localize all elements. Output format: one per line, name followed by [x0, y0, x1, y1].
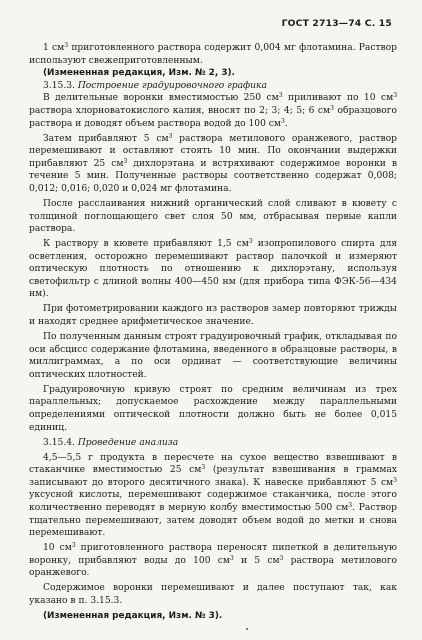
superscript: 3: [281, 117, 285, 125]
section-title: Проведение анализа: [77, 437, 179, 448]
text-run: . Раствор тщательно перемешивают, затем доводят объем водой до метки и снова перемешивают.: [29, 502, 397, 539]
paragraph-sample-weighing: [29, 452, 397, 540]
text-run: Градуировочную кривую строят по средним величинам из трех параллельных; допускаемое расхождение между параллельными определениями оптической плотности должно быть не более 0,015 единиц.: [29, 384, 397, 433]
paragraph-funnel-contents: [29, 582, 397, 607]
edition-note-2: [29, 610, 397, 623]
text-run: 10 см: [43, 543, 72, 554]
text-run: 1 см: [43, 43, 65, 53]
paragraph-methyl-orange: [29, 133, 397, 196]
text-run: раствора хлорноватокислого калия, вносят по 2; 3; 4; 5; 6 см: [29, 105, 331, 116]
text-run: (результат взвешивания в граммах записывают до второго десятичного знака). К навеске прибавляют 5 см: [29, 465, 398, 488]
superscript: 3: [248, 238, 253, 246]
superscript: 3: [279, 554, 284, 562]
superscript: 3: [348, 501, 353, 509]
superscript: 3: [201, 464, 206, 472]
edition-note-1: [29, 67, 397, 80]
text-run: Затем прибавляют 5 см: [43, 133, 169, 144]
text-run: приготовленного раствора переносят пипеткой в делительную воронку, прибавляют воды до 100 см: [29, 543, 397, 566]
superscript: 3: [278, 92, 283, 100]
text-run: приливают по 10 см: [282, 93, 394, 104]
superscript: 3: [393, 92, 398, 100]
paragraph-pipette-transfer: [29, 542, 397, 580]
text-run: и 5 см: [233, 555, 280, 566]
text-run: К раствору в кювете прибавляют 1,5 см: [43, 239, 249, 250]
paragraph-layer-separation: [29, 198, 397, 236]
edition-note-text: (Измененная редакция, Изм. № 2, 3).: [43, 68, 235, 79]
section-heading-3-15-4: [29, 437, 397, 450]
paragraph-cuvette: [29, 238, 397, 301]
text-run: После расслаивания нижний органический слой сливают в кювету с толщиной поглощающего свет слоя 50 мм, отбрасывая первые капли раствора.: [29, 198, 397, 235]
section-number: 3.15.4.: [43, 437, 78, 448]
edition-note-text: (Измененная редакция, Изм. № 3).: [43, 610, 223, 621]
text-run: раствора метилового оранжевого, раствор перемешивают и оставляют стоять 10 мин. По окончании выдержки прибавляют 25 см: [29, 133, 397, 169]
text-run: По полученным данным строят градуировочный график, откладывая по оси абсцисс содержание флотамина, введенного в образцовые растворы, в миллиграммах, а по оси ординат — соответствующие величины оптических плотностей.: [29, 332, 397, 380]
section-heading-3-15-3: [29, 80, 397, 93]
paragraph-photometry: [29, 303, 397, 328]
text-run: Содержимое воронки перемешивают и далее поступают так, как указано в п. 3.15.3.: [29, 583, 397, 606]
superscript: 3: [393, 476, 397, 484]
print-speck: [246, 628, 248, 630]
text-run: образцового раствора и доводят объем раствора водой до 100 см: [29, 105, 397, 129]
text-run: В делительные воронки вместимостью 250 см: [43, 93, 279, 104]
text-run: .: [284, 118, 288, 129]
section-title: Построение градуировочного графика: [77, 80, 267, 91]
paragraph-graph-construction: [29, 331, 397, 381]
superscript: 3: [330, 104, 334, 112]
paragraph-calibration-curve: [29, 384, 397, 434]
superscript: 3: [71, 542, 76, 550]
text-run: изопропилового спирта для осветления, осторожно перемешивают раствор палочкой и измеряют оптическую плотность по отношению к дихлорэтану, используя светофильтр с длиной волны 400—450 нм (для прибора типа ФЭК-56—434 нм).: [29, 239, 397, 300]
text-run: 4,5—5,5 г продукта в пересчете на сухое вещество взвешивают в стаканчике вместимостью 25 см: [29, 452, 397, 476]
paragraph-funnels: [29, 92, 397, 130]
text-run: раствора метилового оранжевого.: [29, 555, 397, 579]
text-run: При фотометрировании каждого из растворов замер повторяют трижды и находят среднее арифметическое значение.: [29, 304, 397, 328]
text-run: дихлорэтана и встряхивают содержимое воронки в течение 5 мин. Полученные растворы соответственно содержат 0,008; 0,012; 0,016; 0,020 и 0,024 мг флотамина.: [29, 158, 397, 194]
section-number: 3.15.3.: [43, 80, 78, 91]
text-run: приготовленного раствора содержит 0,004 мг флотамина. Раствор используют свежеприготовленным.: [29, 43, 397, 66]
superscript: 3: [64, 42, 69, 49]
text-run: уксусной кислоты, перемешивают содержимое стаканчика, после этого количественно переводят в мерную колбу вместимостью 500 см: [29, 490, 397, 513]
page-header: ГОСТ 2713—74 С. 15: [281, 18, 392, 29]
superscript: 3: [123, 157, 128, 165]
superscript: 3: [168, 132, 173, 140]
paragraph-flotamine-concentration: [29, 42, 397, 67]
document-body: [29, 42, 397, 622]
superscript: 3: [229, 554, 234, 562]
